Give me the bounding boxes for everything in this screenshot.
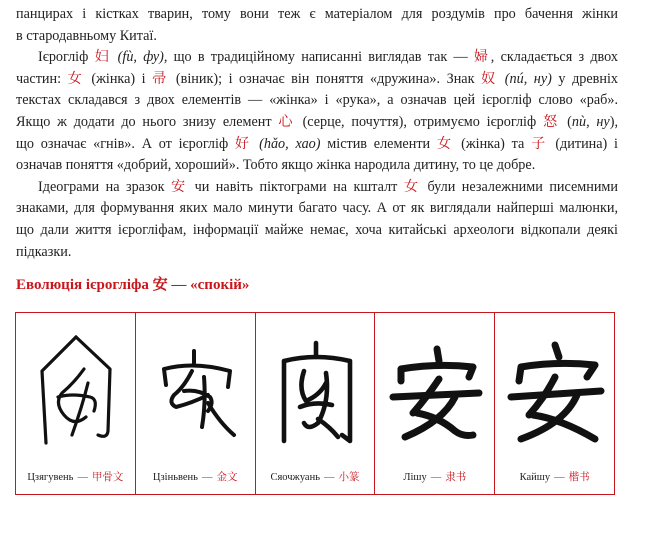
text-span: (серце, почуття), отримуємо ієрогліф [295,113,543,130]
script-hanzi: 金文 [216,472,238,483]
text-span: частин: [16,70,68,87]
text-span: ( [560,113,572,130]
text-span: були незалежними писемними [421,178,619,195]
text-line [16,90,618,112]
text-span: (дитина) і [548,135,618,152]
text-span: (жінка) і [84,70,153,87]
script-hanzi: 楷书 [568,472,590,483]
text-line [16,112,618,134]
script-name: Сяочжуань [270,472,320,483]
evolution-cell-jiaguwen [16,313,136,494]
text-line [16,242,618,264]
hanzi-char: 心 [278,113,296,130]
romanization: (nú, ну) [504,70,552,87]
hanzi-char: 安 [152,277,168,293]
text-span: (віник); і означає він поняття «дружина». Знак [169,70,482,87]
kaishu-glyph-image [503,331,607,451]
section-heading [16,273,249,294]
heading-text: Еволюція ієрогліфа [16,277,153,293]
script-name: Цзягувень [27,472,74,483]
text-span: підказки. [16,243,72,260]
text-span: Ідеограми на зразок [38,178,171,195]
text-span: Якщо ж додати до нього знизу елемент [16,113,279,130]
text-span: ), [609,113,618,130]
hanzi-char: 好 [234,135,253,152]
evolution-cell-lishu [375,313,495,494]
script-name: Цзіньвень [152,472,198,483]
text-span: означав поняття «добрий, хороший». Тобто якщо жінка народила дитину, то це добре. [16,157,536,174]
xiaozhuan-glyph-image [264,331,368,451]
script-name: Лішу [403,472,427,483]
caption-dash: — [554,472,565,483]
romanization: (hǎo, хао) [259,135,321,152]
evolution-caption [375,469,494,484]
text-span: , складається з двох [490,49,618,66]
text-line [16,220,618,242]
evolution-table [15,312,615,495]
text-span: , що в традиційному написанні виглядав так — [163,49,474,66]
text-line [16,47,618,69]
text-span: текстах складався з двох елементів — «жінка» і «рука», а означав цей ієрогліф слово «раб». [16,92,618,109]
evolution-caption [256,469,375,484]
text-span: що означає «гнів». А от ієрогліф [16,135,235,152]
text-line [16,69,618,91]
caption-dash: — [201,472,213,483]
text-span: у древніх [551,70,618,87]
text-span: що дали життя ієрогліфам, інформації майже немає, хоча китайські археологи відкопали деякі [16,221,618,238]
evolution-cell-kaishu [495,313,614,494]
heading-text: — «спокій» [167,277,250,293]
hanzi-char: 帚 [152,70,170,87]
text-span: містив елементи [320,135,437,152]
hanzi-char: 女 [436,135,455,152]
text-line [16,134,618,156]
text-span: Ієрогліф [38,49,95,66]
text-line [16,198,618,220]
evolution-cell-jinwen [136,313,256,494]
caption-dash: — [430,472,442,483]
hanzi-char: 婦 [473,49,491,66]
hanzi-char: 子 [531,135,549,152]
hanzi-char: 怒 [542,113,561,130]
evolution-caption [495,469,614,484]
script-hanzi: 小篆 [338,472,360,483]
romanization: nù, ну [571,113,610,130]
hanzi-char: 安 [170,178,189,195]
hanzi-char: 妇 [94,49,112,66]
evolution-caption [136,469,255,484]
text-span: знаками, для формування яких мало минути багато часу. А от як виглядали найперші малюнки, [16,200,618,217]
article-text [16,4,618,263]
text-line [16,177,618,199]
romanization: (fù, фу) [117,49,164,66]
text-span: в стародавньому Китаї. [16,27,157,44]
script-hanzi: 隶书 [445,472,467,483]
lishu-glyph-image [383,331,487,451]
script-name: Кайшу [519,472,551,483]
text-line [16,26,618,48]
text-line [16,4,618,26]
text-span: (жінка) та [454,135,532,152]
text-span: чи навіть піктограми на кшталт [188,178,404,195]
hanzi-char: 奴 [481,70,499,87]
evolution-caption [16,469,135,484]
jiaguwen-glyph-image [24,331,128,451]
hanzi-char: 女 [403,178,422,195]
text-span: панцирах і кістках тварин, тому вони теж є матеріалом для роздумів про бачення жінки [16,6,618,22]
script-hanzi: 甲骨文 [91,472,124,483]
hanzi-char: 女 [67,70,85,87]
caption-dash: — [324,472,335,483]
evolution-cell-xiaozhuan [256,313,376,494]
caption-dash: — [77,472,88,483]
text-line [16,155,618,177]
jinwen-glyph-image [144,331,248,451]
